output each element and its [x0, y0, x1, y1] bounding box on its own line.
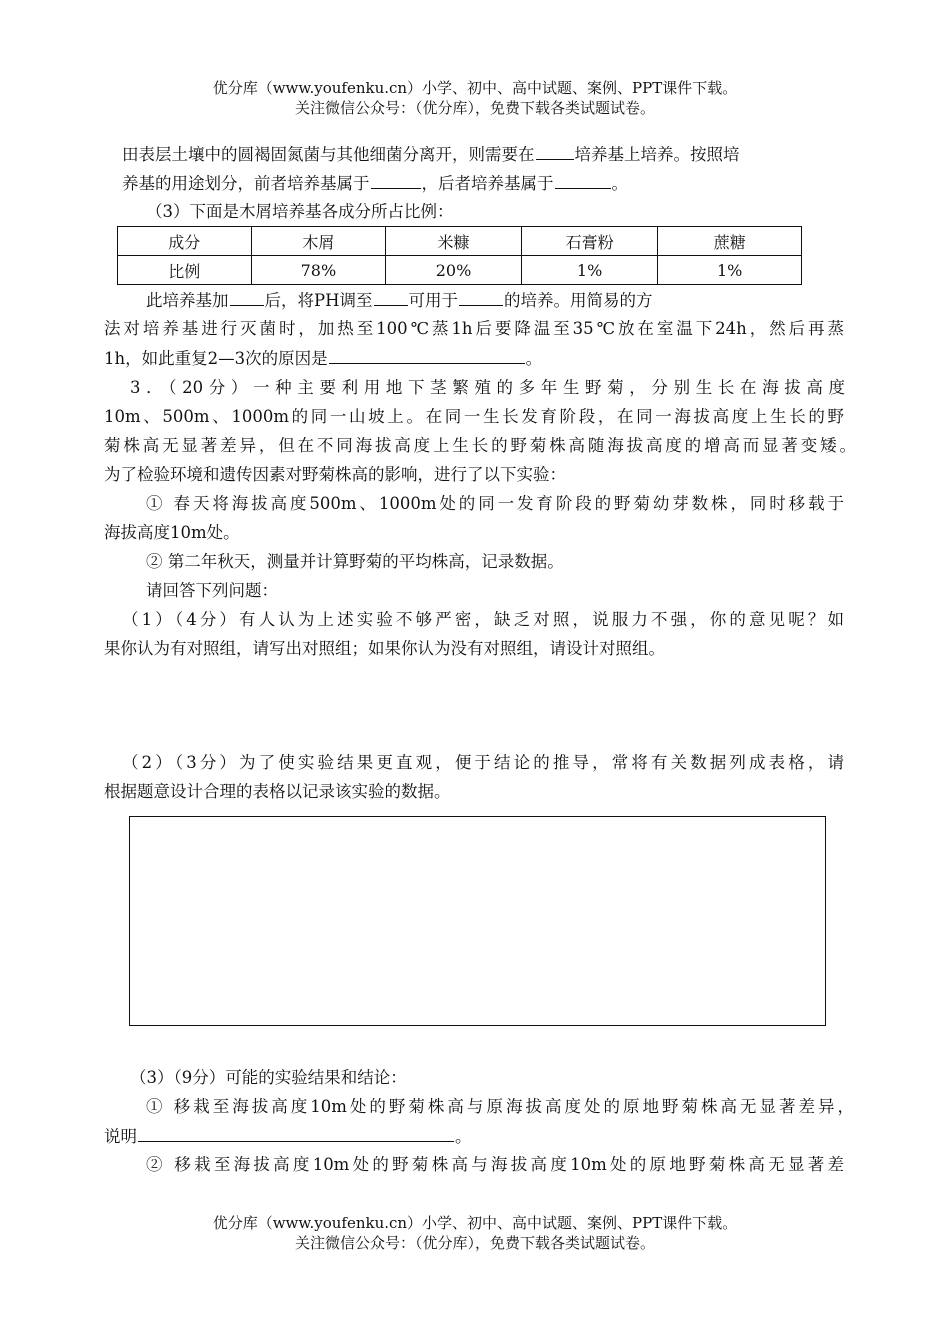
table-cell: 比例 [118, 256, 252, 285]
header-line-2: 关注微信公众号：（优分库），免费下载各类试题试卷。 [294, 99, 655, 117]
footer-line-2: 关注微信公众号：（优分库），免费下载各类试题试卷。 [294, 1234, 655, 1252]
table-cell: 木屑 [251, 227, 386, 256]
q3-prompt: 请回答下列问题： [146, 581, 278, 600]
q2-sub3-intro: （3）下面是木屑培养基各成分所占比例： [146, 202, 454, 221]
composition-table [117, 226, 802, 285]
q3-line-2: 10m、500m、1000m的同一山坡上。在同一生长发育阶段，在同一海拔高度上生长的野 [104, 407, 844, 426]
blank [329, 347, 525, 364]
table-row [118, 256, 802, 285]
blank [138, 1125, 454, 1142]
blank [374, 289, 408, 306]
table-cell: 1% [521, 256, 658, 285]
q3-sub3: （3）（9分）可能的实验结果和结论： [130, 1068, 407, 1087]
blank [230, 289, 264, 306]
q3-result-1-b: 说明 。 [104, 1127, 472, 1146]
q2-line-1: 田表层土壤中的圆褐固氮菌与其他细菌分离开，则需要在 培养基上培养。按照培 [122, 145, 740, 164]
q3-step-1-a: ① 春天将海拔高度500m、1000m处的同一发育阶段的野菊幼芽数株，同时移载于 [146, 494, 844, 513]
footer-line-1: 优分库（www.youfenku.cn）小学、初中、高中试题、案例、PPT课件下载。 [212, 1214, 738, 1232]
table-cell: 米糠 [386, 227, 522, 256]
table-header-row [118, 227, 802, 256]
q2-line-5: 1h，如此重复2—3次的原因是 。 [104, 349, 543, 368]
q3-sub2-b: 根据题意设计合理的表格以记录该实验的数据。 [104, 782, 451, 801]
table-cell: 成分 [118, 227, 252, 256]
q3-step-1-b: 海拔高度10m处。 [104, 523, 240, 542]
q3-step-2: ② 第二年秋天，测量并计算野菊的平均株高，记录数据。 [146, 552, 564, 571]
q3-line-4: 为了检验环境和遗传因素对野菊株高的影响，进行了以下实验： [104, 465, 566, 484]
q3-sub1-a: （1）（4分）有人认为上述实验不够严密，缺乏对照，说服力不强，你的意见呢？如 [122, 610, 844, 629]
q3-line-3: 菊株高无显著差异，但在不同海拔高度上生长的野菊株高随海拔高度的增高而显著变矮。 [104, 436, 856, 455]
header-line-1: 优分库（www.youfenku.cn）小学、初中、高中试题、案例、PPT课件下载。 [212, 79, 738, 97]
table-cell: 20% [386, 256, 522, 285]
q3-sub2-a: （2）（3分）为了使实验结果更直观，便于结论的推导，常将有关数据列成表格，请 [122, 753, 844, 772]
q2-line-2: 养基的用途划分，前者培养基属于 ，后者培养基属于 。 [122, 174, 628, 193]
blank [371, 172, 421, 189]
q3-line-1: 3．（20分）一种主要利用地下茎繁殖的多年生野菊，分别生长在海拔高度 [130, 378, 845, 397]
q2-line-3: 此培养基加 后，将PH调至 可用于 的培养。用简易的方 [146, 291, 653, 310]
answer-table-box [129, 816, 826, 1026]
table-cell: 1% [658, 256, 802, 285]
table-cell: 石膏粉 [521, 227, 658, 256]
blank [536, 143, 574, 160]
q3-result-2: ② 移栽至海拔高度10m处的野菊株高与海拔高度10m处的原地野菊株高无显著差 [146, 1155, 844, 1174]
q3-result-1-a: ① 移栽至海拔高度10m处的野菊株高与原海拔高度处的原地野菊株高无显著差异， [146, 1097, 854, 1116]
table-cell: 蔗糖 [658, 227, 802, 256]
q3-sub1-b: 果你认为有对照组，请写出对照组；如果你认为没有对照组，请设计对照组。 [104, 639, 665, 658]
q2-line-4: 法对培养基进行灭菌时，加热至100℃蒸1h后要降温至35℃放在室温下24h，然后再蒸 [104, 319, 844, 338]
blank [459, 289, 503, 306]
blank [555, 172, 611, 189]
table-cell: 78% [251, 256, 386, 285]
